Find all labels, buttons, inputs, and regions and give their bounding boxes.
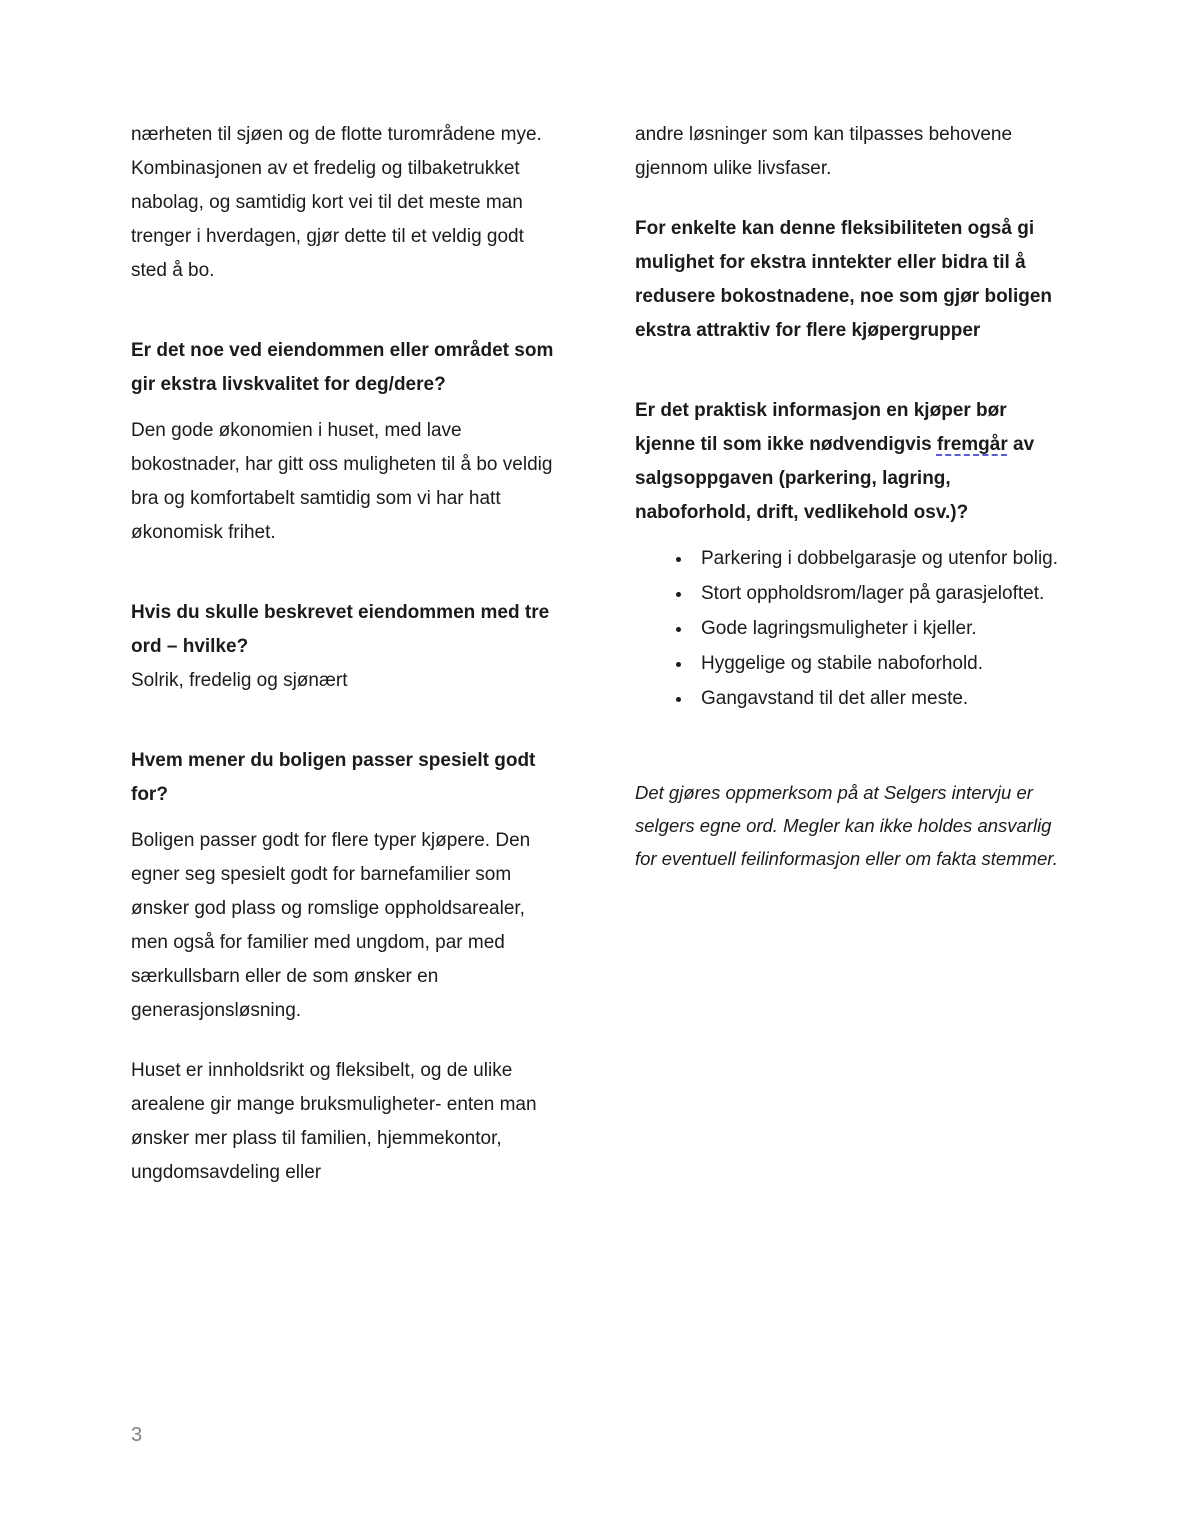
intro-continuation-paragraph: nærheten til sjøen og de flotte turområdene mye. Kombinasjonen av et fredelig og tilbaketrukket nabolag, og samtidig kort vei til det meste man trenger i hverdagen, gjør dette til et veldig godt sted å bo. [131, 124, 542, 281]
question-heading-tre-ord: Hvis du skulle beskrevet eiendommen med tre ord – hvilke? [131, 602, 550, 657]
answer-passer-for-paragraph-2: Huset er innholdsrikt og fleksibelt, og de ulike arealene gir mange bruksmuligheter- enten man ønsker mer plass til familien, hjemmekontor, ungdomsavdeling eller [131, 1060, 537, 1183]
left-column [131, 118, 561, 1216]
continuation-paragraph: andre løsninger som kan tilpasses behovene gjennom ulike livsfaser. [635, 124, 1013, 179]
answer-livskvalitet: Den gode økonomien i huset, med lave bokostnader, har gitt oss muligheten til å bo veldig bra og komfortabelt samtidig som vi har hatt økonomisk frihet. [131, 420, 553, 543]
two-column-layout [131, 118, 1065, 1216]
bullet-item-lagring: • Gode lagringsmuligheter i kjeller. [693, 612, 1065, 646]
disclaimer-paragraph: Det gjøres oppmerksom på at Selgers intervju er selgers egne ord. Megler kan ikke holdes ansvarlig for eventuell feilinformasjon eller om fakta stemmer. [635, 782, 1058, 869]
practical-info-bullet-list [635, 542, 1065, 716]
bullet-item-parkering: • Parkering i dobbelgarasje og utenfor bolig. [693, 542, 1065, 576]
question-heading-livskvalitet: Er det noe ved eiendommen eller området som gir ekstra livskvalitet for deg/dere? [131, 340, 554, 395]
bullet-item-naboforhold: • Hyggelige og stabile naboforhold. [693, 647, 1065, 681]
question-praktisk-underlined-word: fremgår [936, 434, 1008, 455]
question-praktisk-part1: Er det praktisk informasjon en kjøper bør kjenne til som ikke nødvendigvis [635, 400, 1007, 455]
fleksibilitet-bold-paragraph: For enkelte kan denne fleksibiliteten også gi mulighet for ekstra inntekter eller bidra til å redusere bokostnadene, noe som gjør boligen ekstra attraktiv for flere kjøpergrupper [635, 218, 1053, 341]
bullet-item-gangavstand: • Gangavstand til det aller meste. [693, 682, 1065, 716]
answer-tre-ord: Solrik, fredelig og sjønært [131, 670, 348, 691]
question-heading-passer-for: Hvem mener du boligen passer spesielt godt for? [131, 750, 536, 805]
answer-passer-for-paragraph-1: Boligen passer godt for flere typer kjøpere. Den egner seg spesielt godt for barnefamilier som ønsker god plass og romslige oppholdsarealer, men også for familier med ungdom, par med særkullsbarn eller de som ønsker en generasjonsløsning. [131, 830, 531, 1021]
page-number: 3 [131, 1424, 143, 1446]
bullet-item-oppholdsrom: • Stort oppholdsrom/lager på garasjeloftet. [693, 577, 1065, 611]
right-column [635, 118, 1065, 875]
question-praktisk-part2: av salgsoppgaven (parkering, lagring, naboforhold, drift, vedlikehold osv.)? [635, 434, 1035, 523]
question-heading-praktisk-info [635, 394, 1065, 530]
